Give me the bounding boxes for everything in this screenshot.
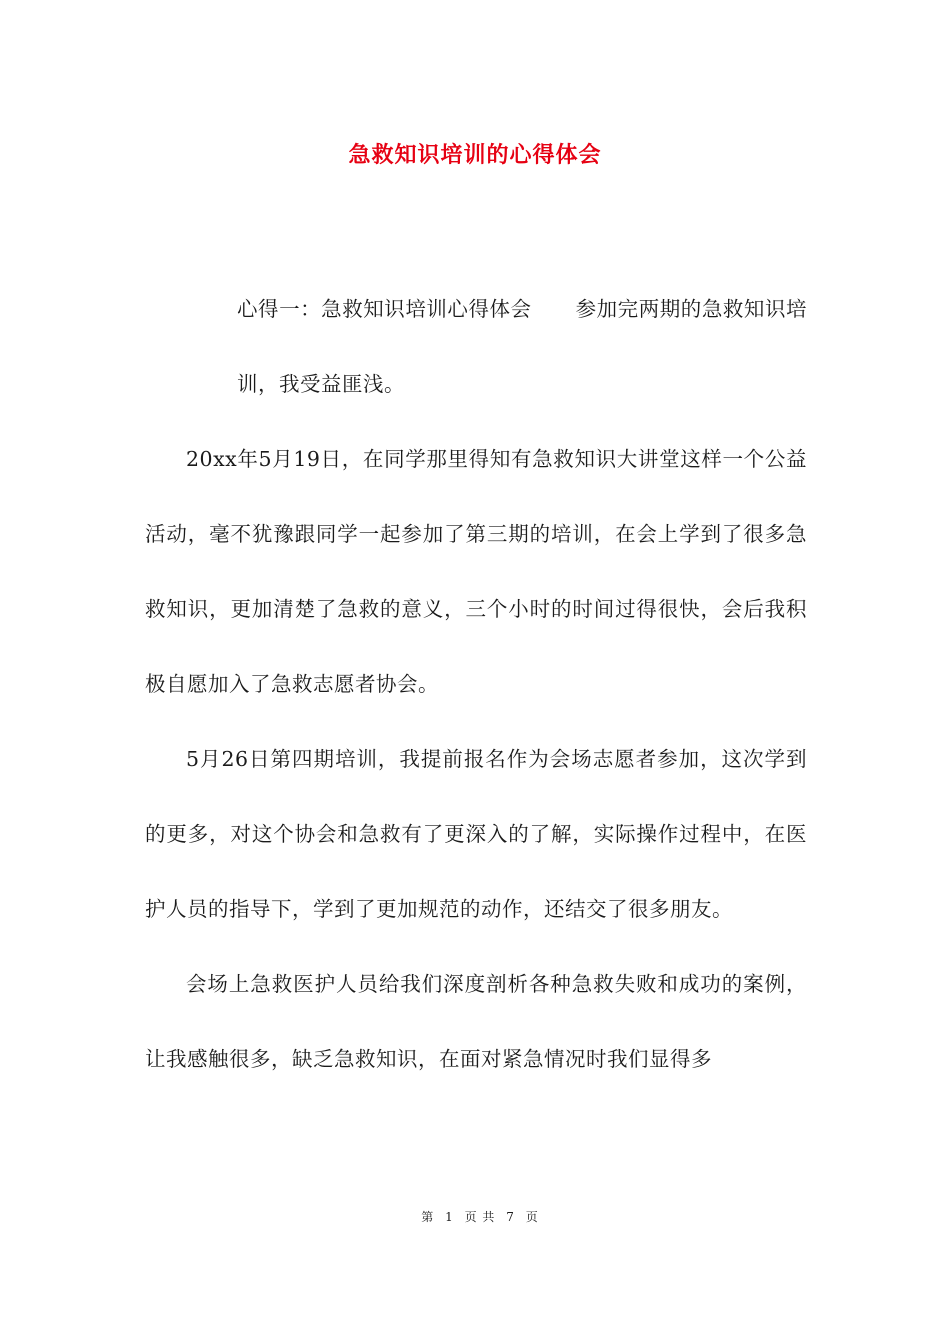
paragraph-2: 20xx年5月19日，在同学那里得知有急救知识大讲堂这样一个公益活动，毫不犹豫跟同学一起参加了第三期的培训，在会上学到了很多急救知识，更加清楚了急救的意义，三个小时的时间过得很快，会后我积极自愿加入了急救志愿者协会。	[145, 447, 807, 696]
footer-prefix: 第	[421, 1210, 435, 1224]
footer-current-page: 1	[445, 1210, 454, 1224]
footer-suffix: 页	[525, 1210, 539, 1224]
section-heading: 心得一：急救知识培训心得体会	[237, 297, 532, 321]
document-body	[145, 272, 807, 1097]
paragraph-3: 5月26日第四期培训，我提前报名作为会场志愿者参加，这次学到的更多，对这个协会和急救有了更深入的了解，实际操作过程中，在医护人员的指导下，学到了更加规范的动作，还结交了很多朋友。	[145, 747, 807, 921]
page-footer	[0, 1208, 950, 1225]
footer-total-pages: 7	[506, 1210, 515, 1224]
paragraph-1: 参加完两期的急救知识培训，我受益匪浅。	[237, 297, 808, 396]
footer-mid: 页 共	[464, 1210, 496, 1224]
paragraph-4: 会场上急救医护人员给我们深度剖析各种急救失败和成功的案例，让我感触很多，缺乏急救知识，在面对紧急情况时我们显得多	[145, 972, 807, 1071]
document-title: 急救知识培训的心得体会	[348, 142, 602, 168]
first-paragraph	[145, 272, 807, 422]
